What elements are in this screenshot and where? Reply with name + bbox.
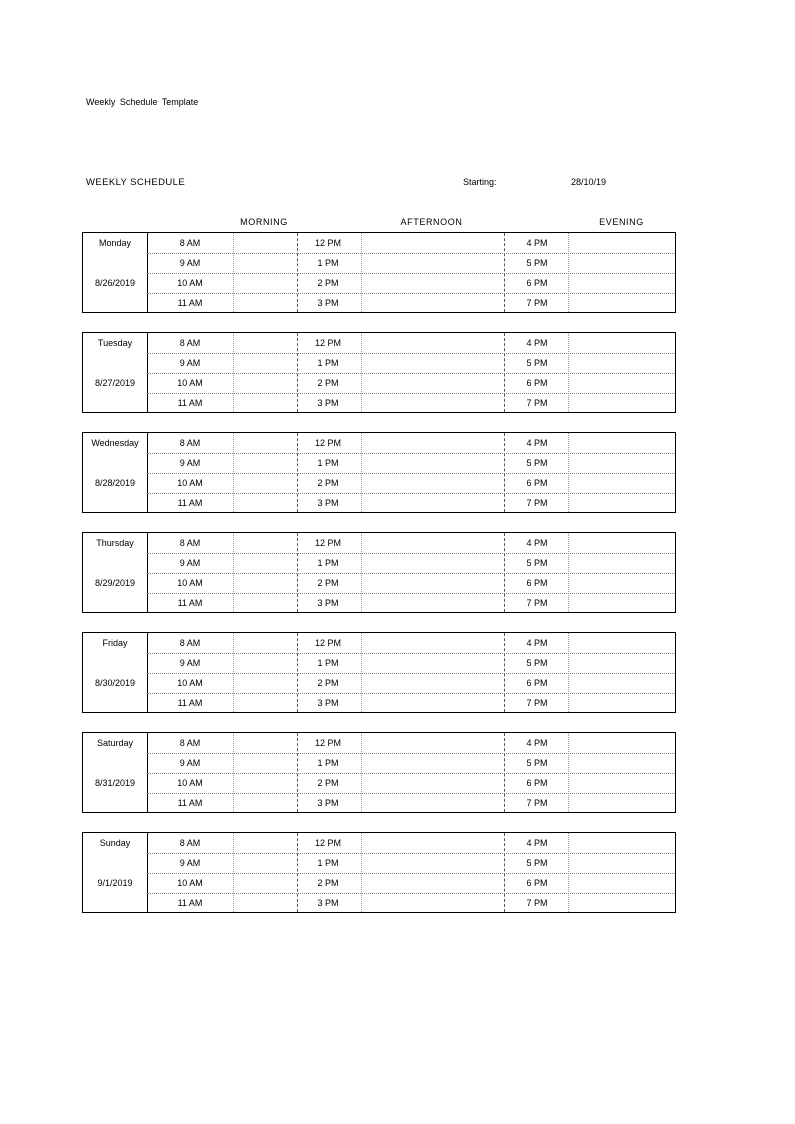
time-slot-afternoon[interactable]: 1 PM — [317, 758, 339, 768]
starting-date: 28/10/19 — [571, 177, 607, 187]
time-slot-evening[interactable]: 6 PM — [526, 278, 548, 288]
time-slot-morning[interactable]: 10 AM — [177, 778, 203, 788]
day-date: 8/31/2019 — [94, 778, 136, 788]
time-slot-evening[interactable]: 4 PM — [526, 838, 548, 848]
time-slot-evening[interactable]: 5 PM — [526, 758, 548, 768]
row-divider — [147, 873, 675, 874]
time-slot-morning[interactable]: 11 AM — [177, 298, 203, 308]
time-slot-evening[interactable]: 4 PM — [526, 338, 548, 348]
time-slot-morning[interactable]: 9 AM — [179, 458, 201, 468]
time-slot-morning[interactable]: 9 AM — [179, 258, 201, 268]
time-slot-afternoon[interactable]: 2 PM — [317, 378, 339, 388]
row-divider — [147, 753, 675, 754]
time-slot-morning[interactable]: 8 AM — [179, 838, 201, 848]
row-divider — [147, 553, 675, 554]
time-slot-afternoon[interactable]: 3 PM — [317, 298, 339, 308]
time-slot-afternoon[interactable]: 2 PM — [317, 878, 339, 888]
time-slot-evening[interactable]: 7 PM — [526, 698, 548, 708]
time-slot-evening[interactable]: 6 PM — [526, 378, 548, 388]
row-divider — [147, 593, 675, 594]
time-slot-morning[interactable]: 10 AM — [177, 678, 203, 688]
time-slot-morning[interactable]: 8 AM — [179, 438, 201, 448]
time-slot-morning[interactable]: 10 AM — [177, 278, 203, 288]
time-slot-afternoon[interactable]: 2 PM — [317, 478, 339, 488]
column-header-afternoon: AFTERNOON — [400, 217, 463, 227]
time-slot-afternoon[interactable]: 1 PM — [317, 358, 339, 368]
time-slot-evening[interactable]: 5 PM — [526, 858, 548, 868]
time-slot-evening[interactable]: 4 PM — [526, 738, 548, 748]
time-slot-morning[interactable]: 8 AM — [179, 538, 201, 548]
day-name: Monday — [98, 238, 132, 248]
row-divider — [147, 253, 675, 254]
row-divider — [147, 493, 675, 494]
day-block-saturday — [82, 732, 676, 813]
time-slot-evening[interactable]: 4 PM — [526, 638, 548, 648]
document-title: Weekly Schedule Template — [86, 97, 199, 107]
time-slot-afternoon[interactable]: 3 PM — [317, 598, 339, 608]
time-slot-afternoon[interactable]: 1 PM — [317, 858, 339, 868]
time-slot-morning[interactable]: 9 AM — [179, 558, 201, 568]
time-slot-afternoon[interactable]: 12 PM — [314, 838, 341, 848]
time-slot-evening[interactable]: 6 PM — [526, 878, 548, 888]
row-divider — [147, 893, 675, 894]
time-slot-afternoon[interactable]: 2 PM — [317, 278, 339, 288]
time-slot-morning[interactable]: 11 AM — [177, 898, 203, 908]
time-slot-afternoon[interactable]: 12 PM — [314, 738, 341, 748]
day-block-friday — [82, 632, 676, 713]
time-slot-afternoon[interactable]: 12 PM — [314, 238, 341, 248]
day-name: Tuesday — [97, 338, 133, 348]
column-header-morning: MORNING — [240, 217, 288, 227]
row-divider — [147, 293, 675, 294]
time-slot-morning[interactable]: 8 AM — [179, 738, 201, 748]
time-slot-afternoon[interactable]: 1 PM — [317, 458, 339, 468]
time-slot-morning[interactable]: 10 AM — [177, 378, 203, 388]
time-slot-morning[interactable]: 11 AM — [177, 698, 203, 708]
time-slot-evening[interactable]: 5 PM — [526, 458, 548, 468]
time-slot-morning[interactable]: 10 AM — [177, 478, 203, 488]
time-slot-evening[interactable]: 6 PM — [526, 578, 548, 588]
day-name: Thursday — [96, 538, 134, 548]
day-name: Sunday — [99, 838, 131, 848]
time-slot-afternoon[interactable]: 1 PM — [317, 258, 339, 268]
time-slot-morning[interactable]: 9 AM — [179, 658, 201, 668]
time-slot-evening[interactable]: 5 PM — [526, 558, 548, 568]
time-slot-afternoon[interactable]: 3 PM — [317, 498, 339, 508]
time-slot-evening[interactable]: 4 PM — [526, 238, 548, 248]
day-date: 8/28/2019 — [94, 478, 136, 488]
time-slot-evening[interactable]: 7 PM — [526, 398, 548, 408]
time-slot-evening[interactable]: 4 PM — [526, 438, 548, 448]
time-slot-evening[interactable]: 6 PM — [526, 678, 548, 688]
row-divider — [147, 473, 675, 474]
time-slot-afternoon[interactable]: 1 PM — [317, 658, 339, 668]
time-slot-afternoon[interactable]: 1 PM — [317, 558, 339, 568]
row-divider — [147, 453, 675, 454]
day-name: Friday — [102, 638, 128, 648]
time-slot-afternoon[interactable]: 2 PM — [317, 678, 339, 688]
row-divider — [147, 793, 675, 794]
time-slot-afternoon[interactable]: 3 PM — [317, 698, 339, 708]
starting-label: Starting: — [463, 177, 497, 187]
row-divider — [147, 653, 675, 654]
time-slot-morning[interactable]: 10 AM — [177, 578, 203, 588]
time-slot-morning[interactable]: 8 AM — [179, 638, 201, 648]
day-block-monday — [82, 232, 676, 313]
time-slot-evening[interactable]: 5 PM — [526, 658, 548, 668]
time-slot-evening[interactable]: 7 PM — [526, 598, 548, 608]
day-name: Saturday — [96, 738, 134, 748]
row-divider — [147, 273, 675, 274]
day-date: 8/29/2019 — [94, 578, 136, 588]
time-slot-afternoon[interactable]: 3 PM — [317, 398, 339, 408]
time-slot-afternoon[interactable]: 2 PM — [317, 578, 339, 588]
time-slot-afternoon[interactable]: 12 PM — [314, 638, 341, 648]
day-date: 8/30/2019 — [94, 678, 136, 688]
time-slot-evening[interactable]: 5 PM — [526, 258, 548, 268]
time-slot-afternoon[interactable]: 2 PM — [317, 778, 339, 788]
time-slot-evening[interactable]: 7 PM — [526, 498, 548, 508]
day-block-sunday — [82, 832, 676, 913]
time-slot-morning[interactable]: 8 AM — [179, 238, 201, 248]
row-divider — [147, 853, 675, 854]
row-divider — [147, 393, 675, 394]
row-divider — [147, 673, 675, 674]
time-slot-evening[interactable]: 6 PM — [526, 478, 548, 488]
time-slot-evening[interactable]: 7 PM — [526, 898, 548, 908]
time-slot-morning[interactable]: 11 AM — [177, 798, 203, 808]
time-slot-morning[interactable]: 11 AM — [177, 498, 203, 508]
time-slot-evening[interactable]: 6 PM — [526, 778, 548, 788]
day-date: 8/27/2019 — [94, 378, 136, 388]
day-date: 8/26/2019 — [94, 278, 136, 288]
day-date: 9/1/2019 — [97, 878, 133, 888]
row-divider — [147, 353, 675, 354]
day-name: Wednesday — [91, 438, 139, 448]
row-divider — [147, 373, 675, 374]
time-slot-morning[interactable]: 8 AM — [179, 338, 201, 348]
row-divider — [147, 573, 675, 574]
column-header-evening: EVENING — [599, 217, 644, 227]
time-slot-evening[interactable]: 4 PM — [526, 538, 548, 548]
time-slot-afternoon[interactable]: 3 PM — [317, 898, 339, 908]
time-slot-afternoon[interactable]: 12 PM — [314, 338, 341, 348]
time-slot-afternoon[interactable]: 12 PM — [314, 538, 341, 548]
time-slot-morning[interactable]: 11 AM — [177, 398, 203, 408]
time-slot-evening[interactable]: 5 PM — [526, 358, 548, 368]
day-block-tuesday — [82, 332, 676, 413]
time-slot-evening[interactable]: 7 PM — [526, 798, 548, 808]
time-slot-evening[interactable]: 7 PM — [526, 298, 548, 308]
time-slot-morning[interactable]: 9 AM — [179, 758, 201, 768]
schedule-title: WEEKLY SCHEDULE — [86, 177, 186, 188]
time-slot-morning[interactable]: 11 AM — [177, 598, 203, 608]
row-divider — [147, 693, 675, 694]
time-slot-afternoon[interactable]: 3 PM — [317, 798, 339, 808]
time-slot-morning[interactable]: 9 AM — [179, 858, 201, 868]
day-block-wednesday — [82, 432, 676, 513]
day-block-thursday — [82, 532, 676, 613]
time-slot-morning[interactable]: 9 AM — [179, 358, 201, 368]
row-divider — [147, 773, 675, 774]
time-slot-morning[interactable]: 10 AM — [177, 878, 203, 888]
time-slot-afternoon[interactable]: 12 PM — [314, 438, 341, 448]
